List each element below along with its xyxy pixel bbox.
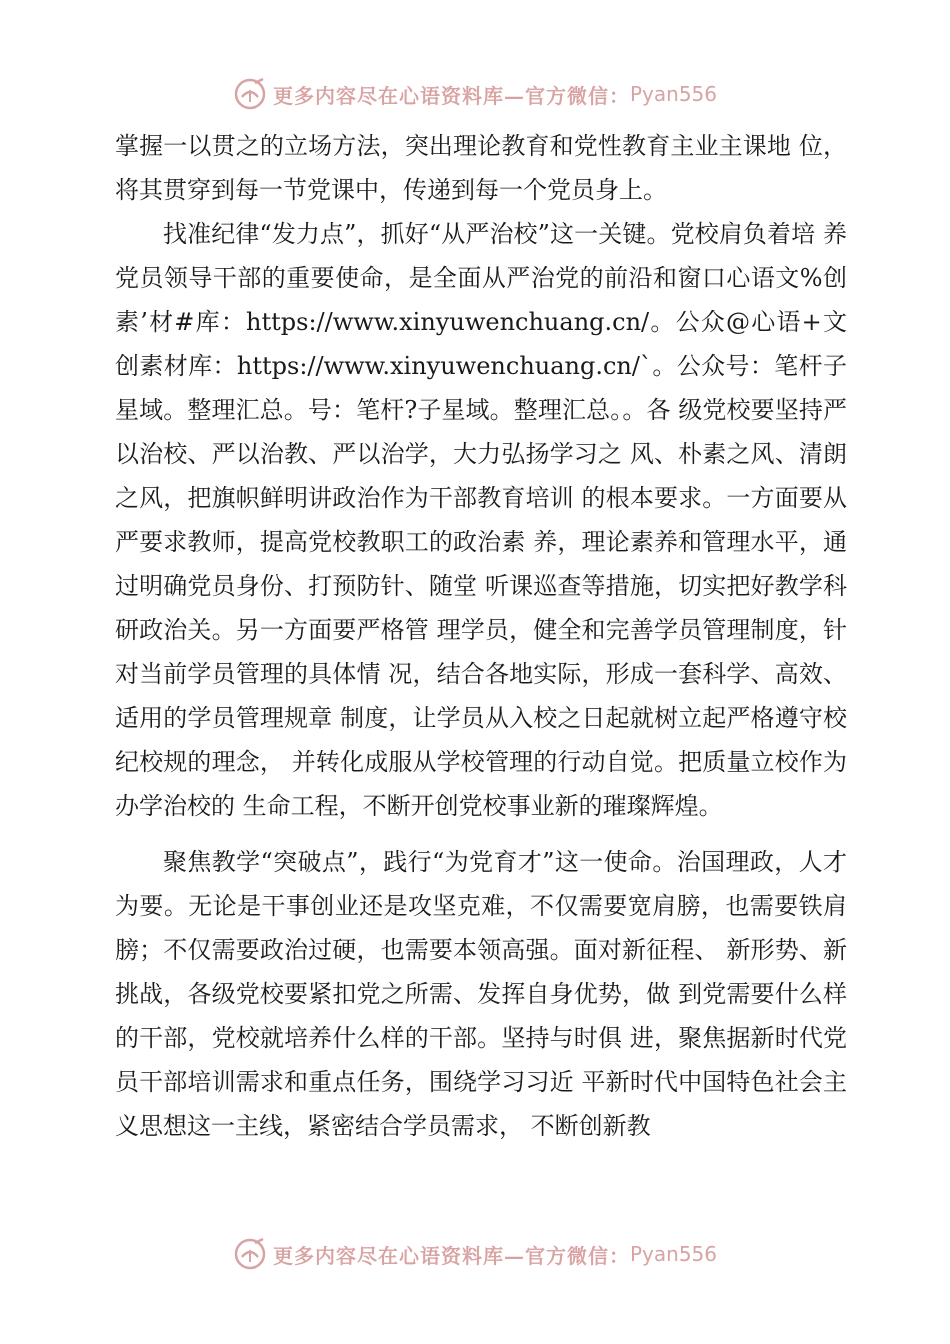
document-body [115, 124, 847, 1148]
header-watermark-banner [0, 72, 950, 116]
banner-text: 更多内容尽在心语资料库—官方微信： [272, 1243, 630, 1268]
book-logo-icon [233, 77, 267, 111]
banner-wechat-id: Pyan556 [629, 82, 717, 106]
paragraph-3: 聚焦教学“突破点”，践行“为党育才”这一使命。治国理政，人才为要。无论是干事创业还是攻坚克难，不仅需要宽肩膀，也需要铁肩膀；不仅需要政治过硬，也需要本领高强。面对新征程、 新形势、新挑战，各级党校要紧扣党之所需、发挥自身优势，做 到党需要什么样的干部，党校就培养什么样的干部。坚持与时俱 进，聚焦据新时代党员干部培训需求和重点任务，围绕学习习近 平新时代中国特色社会主义思想这一主线，紧密结合学员需求， 不断创新教 [115, 848, 847, 1140]
banner-wechat-id: Pyan556 [629, 1242, 717, 1266]
paragraph-2: 找准纪律“发力点”，抓好“从严治校”这一关键。党校肩负着培 养党员领导干部的重要使命，是全面从严治党的前沿和窗口心语文%创素’材#库：https://www.xinyuwenchuang.cn/。公众@心语+文创素材库：https://www.xinyuwenchuang.cn/`。公众号：笔杆子星域。整理汇总。号：笔杆?子星域。整理汇总。。各 级党校要坚持严以治校、严以治教、严以治学，大力弘扬学习之 风、朴素之风、清朗之风，把旗帜鲜明讲政治作为干部教育培训 的根本要求。一方面要从严要求教师，提高党校教职工的政治素 养，理论素养和管理水平，通过明确党员身份、打预防针、随堂 听课巡查等措施，切实把好教学科研政治关。另一方面要严格管 理学员，健全和完善学员管理制度，针对当前学员管理的具体情 况，结合各地实际，形成一套科学、高效、适用的学员管理规章 制度，让学员从入校之日起就树立起严格遵守校纪校规的理念， 并转化成服从学校管理的行动自觉。把质量立校作为办学治校的 生命工程，不断开创党校事业新的璀璨辉煌。 [115, 220, 847, 820]
banner-text: 更多内容尽在心语资料库—官方微信： [272, 83, 630, 108]
footer-watermark-banner [0, 1232, 950, 1276]
book-logo-icon [233, 1237, 267, 1271]
paragraph-1: 掌握一以贯之的立场方法，突出理论教育和党性教育主业主课地 位，将其贯穿到每一节党课中，传递到每一个党员身上。 [115, 132, 847, 204]
